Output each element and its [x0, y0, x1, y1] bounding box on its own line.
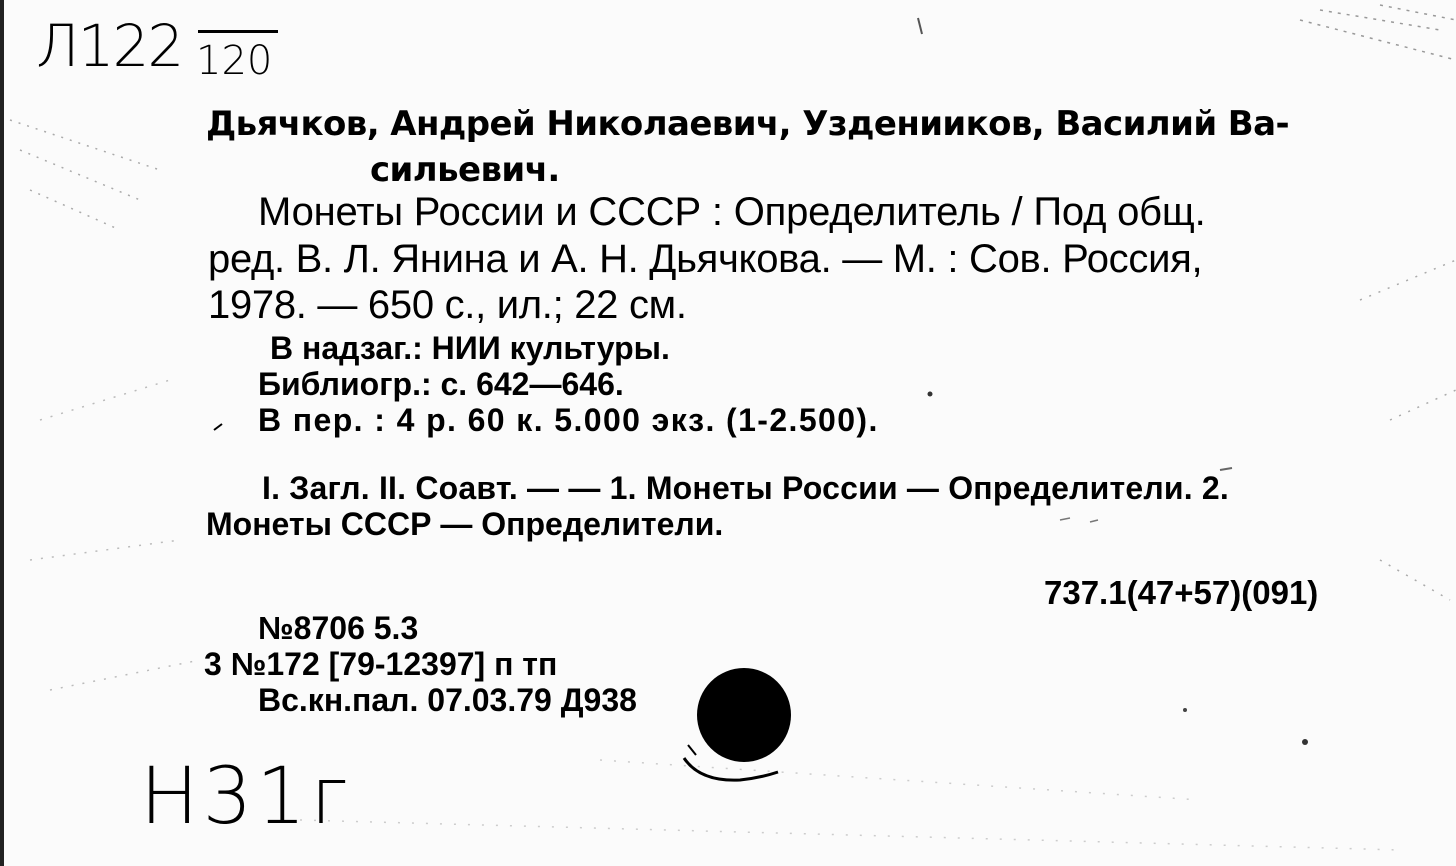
- card-punch-hole: [697, 668, 791, 762]
- inventory-mark: Н31г: [140, 752, 353, 842]
- classification-code: 737.1(47+57)(091): [1044, 574, 1319, 611]
- title-line-3: 1978. — 650 с., ил.; 22 см.: [208, 283, 687, 327]
- tracing-line-1: I. Загл. II. Соавт. — — 1. Монеты России — Определители. 2.: [262, 470, 1230, 506]
- shelfmark-fraction: 120: [196, 38, 273, 84]
- printing-line-1: №8706 5.3: [258, 610, 419, 646]
- title-line-2: ред. В. Л. Янина и А. Н. Дьячкова. — М. : Сов. Россия,: [208, 237, 1203, 281]
- shelfmark-main: Л122: [36, 12, 183, 80]
- tracing-line-2: Монеты СССР — Определители.: [206, 506, 724, 542]
- author-line-2: сильевич.: [370, 150, 560, 190]
- title-line-1: Монеты России и СССР : Определитель / Под общ.: [258, 190, 1206, 234]
- printing-line-3: Вс.кн.пал. 07.03.79 Д938: [258, 682, 637, 718]
- printing-line-2: 3 №172 [79-12397] п тп: [204, 646, 558, 682]
- note-line-3: В пер. : 4 р. 60 к. 5.000 экз. (1-2.500).: [258, 402, 879, 438]
- shelfmark-fraction-bar: [198, 30, 278, 33]
- author-line-1: Дьячков, Андрей Николаевич, Узденииков, Василий Ва-: [206, 104, 1289, 144]
- note-line-1: В надзаг.: НИИ культуры.: [270, 330, 670, 366]
- note-line-2: Библиогр.: с. 642—646.: [258, 366, 624, 402]
